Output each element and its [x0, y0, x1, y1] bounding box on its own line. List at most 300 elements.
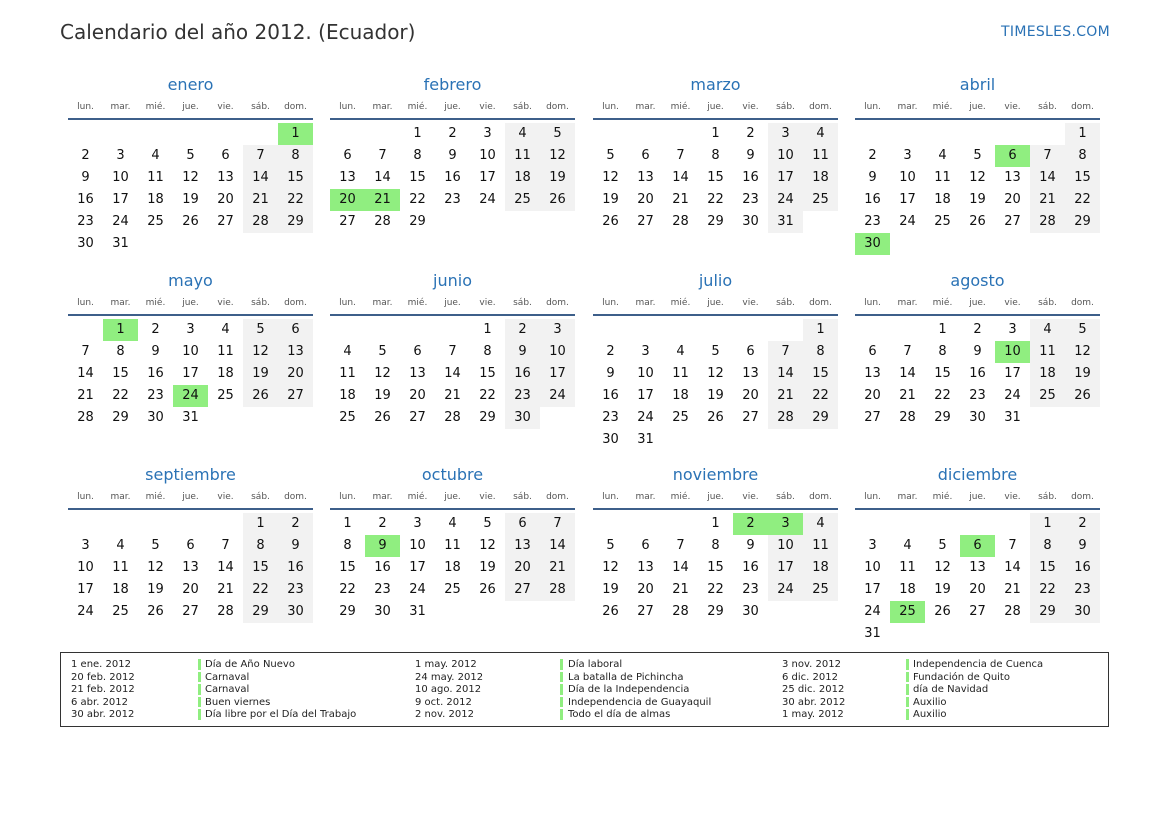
day-cell: 30 — [742, 604, 759, 619]
day-grid — [593, 319, 838, 451]
day-cell: 8 — [483, 344, 492, 359]
day-cell: 4 — [343, 344, 352, 359]
day-cell: 5 — [938, 538, 947, 553]
empty-cell — [103, 513, 138, 535]
day-cell: 6 — [505, 513, 540, 535]
day-cell: 30 — [505, 407, 540, 429]
day-cell: 28 — [243, 211, 278, 233]
day-cell: 3 — [641, 344, 650, 359]
day-cell: 6 — [278, 319, 313, 341]
day-cell: 5 — [711, 344, 720, 359]
day-cell: 25 — [803, 579, 838, 601]
day-cell: 6 — [746, 344, 755, 359]
day-cell: 6 — [343, 148, 352, 163]
day-cell: 19 — [602, 192, 619, 207]
empty-cell — [103, 123, 138, 145]
day-cell: 20 — [742, 388, 759, 403]
empty-cell — [400, 319, 435, 341]
day-cell: 2 — [505, 319, 540, 341]
day-cell: 29 — [409, 214, 426, 229]
empty-cell — [330, 319, 365, 341]
day-cell: 19 — [707, 388, 724, 403]
weekday-label: mié. — [670, 298, 691, 308]
holiday-day-cell: 6 — [960, 535, 995, 557]
holiday-day-cell: 2 — [733, 513, 768, 535]
day-cell: 15 — [707, 170, 724, 185]
day-cell: 24 — [1004, 388, 1021, 403]
day-cell: 14 — [768, 363, 803, 385]
day-cell: 13 — [969, 560, 986, 575]
weekday-label: mié. — [407, 102, 428, 112]
day-cell: 25 — [672, 410, 689, 425]
day-cell: 30 — [602, 432, 619, 447]
day-cell: 27 — [278, 385, 313, 407]
day-cell: 28 — [77, 410, 94, 425]
weekday-label: mar. — [372, 102, 393, 112]
empty-cell — [628, 319, 663, 341]
day-cell: 12 — [1065, 341, 1100, 363]
day-cell: 5 — [483, 516, 492, 531]
weekday-label: vie. — [217, 492, 234, 502]
day-cell: 26 — [540, 189, 575, 211]
day-cell: 21 — [672, 582, 689, 597]
day-cell: 18 — [803, 167, 838, 189]
day-cell: 12 — [602, 560, 619, 575]
empty-cell — [365, 319, 400, 341]
day-cell: 8 — [711, 538, 720, 553]
day-cell: 28 — [540, 579, 575, 601]
day-cell: 20 — [182, 582, 199, 597]
day-cell: 2 — [378, 516, 387, 531]
day-cell: 5 — [243, 319, 278, 341]
month-name: octubre — [421, 465, 484, 484]
day-cell: 21 — [768, 385, 803, 407]
day-cell: 7 — [768, 341, 803, 363]
day-grid — [68, 123, 313, 255]
day-cell: 27 — [864, 410, 881, 425]
day-cell: 7 — [81, 344, 90, 359]
day-cell: 12 — [969, 170, 986, 185]
day-cell: 9 — [505, 341, 540, 363]
day-cell: 4 — [1030, 319, 1065, 341]
day-cell: 10 — [768, 535, 803, 557]
day-cell: 7 — [378, 148, 387, 163]
weekday-header — [68, 292, 313, 316]
day-cell: 15 — [1065, 167, 1100, 189]
day-cell: 25 — [217, 388, 234, 403]
legend-date: 9 oct. 2012 — [415, 696, 472, 708]
empty-cell — [138, 123, 173, 145]
day-cell: 16 — [505, 363, 540, 385]
day-cell: 12 — [602, 170, 619, 185]
weekday-label: lun. — [602, 298, 619, 308]
month-septiembre — [68, 464, 313, 623]
day-cell: 16 — [742, 560, 759, 575]
day-cell: 1 — [1030, 513, 1065, 535]
weekday-label: jue. — [707, 298, 724, 308]
day-cell: 31 — [409, 604, 426, 619]
weekday-label: mar. — [110, 298, 131, 308]
day-cell: 2 — [151, 322, 160, 337]
day-cell: 18 — [672, 388, 689, 403]
month-junio — [330, 270, 575, 429]
holiday-day-cell: 24 — [173, 385, 208, 407]
day-cell: 23 — [864, 214, 881, 229]
day-cell: 15 — [243, 557, 278, 579]
weekday-header — [68, 96, 313, 120]
day-cell: 14 — [672, 560, 689, 575]
month-julio — [593, 270, 838, 451]
day-cell: 16 — [77, 192, 94, 207]
day-cell: 8 — [803, 341, 838, 363]
weekday-label: jue. — [182, 492, 199, 502]
day-cell: 23 — [77, 214, 94, 229]
day-cell: 19 — [1065, 363, 1100, 385]
day-cell: 19 — [934, 582, 951, 597]
weekday-label: jue. — [969, 102, 986, 112]
holiday-marker — [198, 659, 201, 670]
legend-holiday-name: Independencia de Guayaquil — [568, 696, 712, 708]
day-cell: 24 — [112, 214, 129, 229]
weekday-label: mar. — [635, 492, 656, 502]
weekday-label: dom. — [809, 298, 832, 308]
day-cell: 7 — [540, 513, 575, 535]
day-cell: 30 — [77, 236, 94, 251]
legend-holiday-name: Fundación de Quito — [913, 671, 1010, 683]
day-cell: 20 — [505, 557, 540, 579]
day-cell: 2 — [1065, 513, 1100, 535]
day-cell: 22 — [934, 388, 951, 403]
month-name: febrero — [423, 75, 482, 94]
day-cell: 12 — [182, 170, 199, 185]
day-cell: 13 — [1004, 170, 1021, 185]
month-abril — [855, 74, 1100, 255]
legend-date: 2 nov. 2012 — [415, 709, 474, 721]
day-cell: 10 — [637, 366, 654, 381]
day-cell: 27 — [969, 604, 986, 619]
day-cell: 26 — [602, 214, 619, 229]
day-cell: 28 — [1004, 604, 1021, 619]
weekday-label: jue. — [707, 492, 724, 502]
day-cell: 15 — [339, 560, 356, 575]
day-cell: 16 — [742, 170, 759, 185]
day-cell: 1 — [413, 126, 422, 141]
day-cell: 21 — [1004, 582, 1021, 597]
holiday-marker — [906, 709, 909, 720]
day-cell: 3 — [868, 538, 877, 553]
month-name: mayo — [168, 271, 213, 290]
empty-cell — [593, 513, 628, 535]
day-cell: 13 — [637, 560, 654, 575]
empty-cell — [628, 513, 663, 535]
day-cell: 19 — [243, 363, 278, 385]
empty-cell — [68, 319, 103, 341]
day-cell: 9 — [81, 170, 90, 185]
day-cell: 6 — [186, 538, 195, 553]
weekday-label: mié. — [670, 492, 691, 502]
empty-cell — [855, 123, 890, 145]
day-cell: 2 — [973, 322, 982, 337]
day-cell: 7 — [1030, 145, 1065, 167]
day-grid — [593, 513, 838, 623]
month-agosto — [855, 270, 1100, 429]
weekday-label: dom. — [1071, 492, 1094, 502]
day-grid — [855, 513, 1100, 645]
day-cell: 3 — [768, 123, 803, 145]
legend-holiday-name: Independencia de Cuenca — [913, 659, 1044, 670]
day-cell: 17 — [768, 167, 803, 189]
day-cell: 6 — [641, 538, 650, 553]
day-cell: 23 — [444, 192, 461, 207]
day-cell: 26 — [707, 410, 724, 425]
legend-date: 20 feb. 2012 — [71, 671, 135, 683]
legend-date: 1 ene. 2012 — [71, 659, 131, 670]
holiday-marker — [560, 684, 563, 695]
day-cell: 29 — [707, 214, 724, 229]
weekday-label: dom. — [546, 492, 569, 502]
day-cell: 15 — [934, 366, 951, 381]
empty-cell — [768, 319, 803, 341]
day-cell: 26 — [243, 385, 278, 407]
day-cell: 30 — [147, 410, 164, 425]
day-cell: 22 — [112, 388, 129, 403]
day-cell: 3 — [483, 126, 492, 141]
day-cell: 28 — [217, 604, 234, 619]
day-cell: 14 — [899, 366, 916, 381]
weekday-label: lun. — [77, 298, 94, 308]
weekday-header — [593, 486, 838, 510]
day-cell: 8 — [938, 344, 947, 359]
day-cell: 26 — [147, 604, 164, 619]
weekday-label: vie. — [217, 102, 234, 112]
day-cell: 31 — [637, 432, 654, 447]
weekday-label: mar. — [110, 492, 131, 502]
day-cell: 17 — [479, 170, 496, 185]
holiday-day-cell: 1 — [278, 123, 313, 145]
empty-cell — [995, 123, 1030, 145]
month-octubre — [330, 464, 575, 623]
month-name: agosto — [950, 271, 1005, 290]
day-cell: 29 — [243, 601, 278, 623]
day-cell: 4 — [151, 148, 160, 163]
day-cell: 3 — [81, 538, 90, 553]
day-cell: 20 — [969, 582, 986, 597]
day-grid — [68, 513, 313, 623]
day-cell: 31 — [864, 626, 881, 641]
legend-holiday-name: La batalla de Pichincha — [568, 671, 684, 683]
weekday-label: jue. — [444, 102, 461, 112]
day-cell: 17 — [540, 363, 575, 385]
legend-holiday-name: Día de Año Nuevo — [205, 659, 295, 670]
holiday-day-cell: 21 — [365, 189, 400, 211]
day-cell: 23 — [602, 410, 619, 425]
day-cell: 18 — [444, 560, 461, 575]
day-cell: 2 — [606, 344, 615, 359]
day-cell: 11 — [505, 145, 540, 167]
day-cell: 13 — [505, 535, 540, 557]
holiday-day-cell: 20 — [330, 189, 365, 211]
day-cell: 8 — [711, 148, 720, 163]
holiday-day-cell: 30 — [855, 233, 890, 255]
day-cell: 28 — [444, 410, 461, 425]
day-cell: 28 — [899, 410, 916, 425]
empty-cell — [628, 123, 663, 145]
day-cell: 13 — [217, 170, 234, 185]
legend-holiday-name: Auxilio — [913, 709, 947, 721]
day-cell: 23 — [147, 388, 164, 403]
day-cell: 16 — [602, 388, 619, 403]
weekday-label: sáb. — [1038, 102, 1057, 112]
day-cell: 8 — [413, 148, 422, 163]
day-cell: 14 — [77, 366, 94, 381]
day-cell: 22 — [278, 189, 313, 211]
day-cell: 17 — [112, 192, 129, 207]
legend-date: 1 may. 2012 — [415, 659, 477, 670]
day-grid — [68, 319, 313, 429]
day-cell: 5 — [186, 148, 195, 163]
day-cell: 20 — [864, 388, 881, 403]
day-cell: 26 — [969, 214, 986, 229]
day-cell: 1 — [803, 319, 838, 341]
day-cell: 23 — [742, 192, 759, 207]
day-cell: 13 — [409, 366, 426, 381]
day-cell: 17 — [77, 582, 94, 597]
day-cell: 10 — [899, 170, 916, 185]
legend-date: 30 abr. 2012 — [71, 709, 135, 721]
day-cell: 31 — [112, 236, 129, 251]
weekday-header — [855, 96, 1100, 120]
day-cell: 13 — [339, 170, 356, 185]
holiday-marker — [906, 659, 909, 670]
weekday-label: mié. — [145, 492, 166, 502]
day-cell: 2 — [278, 513, 313, 535]
weekday-label: mar. — [897, 492, 918, 502]
weekday-label: mar. — [372, 298, 393, 308]
day-cell: 18 — [1030, 363, 1065, 385]
day-cell: 16 — [374, 560, 391, 575]
month-enero — [68, 74, 313, 255]
day-cell: 25 — [1030, 385, 1065, 407]
weekday-label: vie. — [1004, 298, 1021, 308]
day-cell: 26 — [934, 604, 951, 619]
day-cell: 11 — [217, 344, 234, 359]
day-cell: 11 — [112, 560, 129, 575]
holiday-marker — [560, 697, 563, 708]
weekday-header — [593, 292, 838, 316]
day-cell: 27 — [182, 604, 199, 619]
day-cell: 18 — [217, 366, 234, 381]
weekday-label: mar. — [635, 102, 656, 112]
legend-marker-column — [906, 659, 909, 722]
day-cell: 9 — [606, 366, 615, 381]
day-cell: 21 — [899, 388, 916, 403]
day-cell: 26 — [182, 214, 199, 229]
day-cell: 5 — [378, 344, 387, 359]
legend-holiday-name: Buen viernes — [205, 696, 271, 708]
day-cell: 24 — [77, 604, 94, 619]
day-cell: 5 — [1065, 319, 1100, 341]
day-cell: 9 — [278, 535, 313, 557]
day-cell: 24 — [637, 410, 654, 425]
legend-holiday-name: Día libre por el Día del Trabajo — [205, 709, 357, 721]
legend-holiday-name: Todo el día de almas — [568, 709, 671, 721]
month-name: noviembre — [672, 465, 759, 484]
day-cell: 17 — [864, 582, 881, 597]
day-cell: 7 — [448, 344, 457, 359]
day-cell: 9 — [448, 148, 457, 163]
weekday-label: dom. — [284, 102, 307, 112]
weekday-label: sáb. — [1038, 298, 1057, 308]
day-cell: 14 — [1004, 560, 1021, 575]
weekday-label: lun. — [339, 298, 356, 308]
day-cell: 2 — [746, 126, 755, 141]
empty-cell — [243, 123, 278, 145]
legend-date: 24 may. 2012 — [415, 671, 484, 683]
day-cell: 12 — [707, 366, 724, 381]
day-cell: 7 — [221, 538, 230, 553]
weekday-label: jue. — [444, 492, 461, 502]
day-cell: 8 — [116, 344, 125, 359]
day-cell: 25 — [934, 214, 951, 229]
day-cell: 31 — [182, 410, 199, 425]
day-cell: 29 — [1065, 211, 1100, 233]
day-cell: 14 — [374, 170, 391, 185]
day-cell: 20 — [637, 192, 654, 207]
weekday-label: sáb. — [251, 492, 270, 502]
day-cell: 1 — [1065, 123, 1100, 145]
weekday-label: jue. — [707, 102, 724, 112]
day-cell: 11 — [803, 535, 838, 557]
day-cell: 16 — [147, 366, 164, 381]
day-cell: 6 — [868, 344, 877, 359]
day-cell: 14 — [444, 366, 461, 381]
day-cell: 10 — [77, 560, 94, 575]
weekday-label: vie. — [479, 492, 496, 502]
day-cell: 24 — [768, 189, 803, 211]
day-cell: 10 — [768, 145, 803, 167]
holiday-legend — [60, 652, 1109, 727]
day-cell: 27 — [505, 579, 540, 601]
day-cell: 1 — [343, 516, 352, 531]
weekday-label: sáb. — [251, 102, 270, 112]
holiday-marker — [198, 672, 201, 683]
day-cell: 9 — [1065, 535, 1100, 557]
day-cell: 25 — [505, 189, 540, 211]
day-cell: 16 — [278, 557, 313, 579]
day-cell: 19 — [479, 560, 496, 575]
day-grid — [330, 513, 575, 623]
day-cell: 26 — [479, 582, 496, 597]
month-marzo — [593, 74, 838, 233]
day-cell: 15 — [803, 363, 838, 385]
day-cell: 19 — [969, 192, 986, 207]
day-cell: 26 — [1065, 385, 1100, 407]
day-cell: 13 — [864, 366, 881, 381]
weekday-label: mar. — [110, 102, 131, 112]
weekday-label: lun. — [602, 492, 619, 502]
weekday-label: sáb. — [251, 298, 270, 308]
weekday-label: sáb. — [776, 298, 795, 308]
day-cell: 4 — [676, 344, 685, 359]
empty-cell — [890, 123, 925, 145]
holiday-marker — [198, 709, 201, 720]
brand-link[interactable]: TIMESLES.COM — [1001, 24, 1110, 40]
legend-holiday-name: Auxilio — [913, 696, 947, 708]
day-cell: 5 — [973, 148, 982, 163]
empty-cell — [593, 123, 628, 145]
day-cell: 14 — [672, 170, 689, 185]
day-cell: 29 — [803, 407, 838, 429]
